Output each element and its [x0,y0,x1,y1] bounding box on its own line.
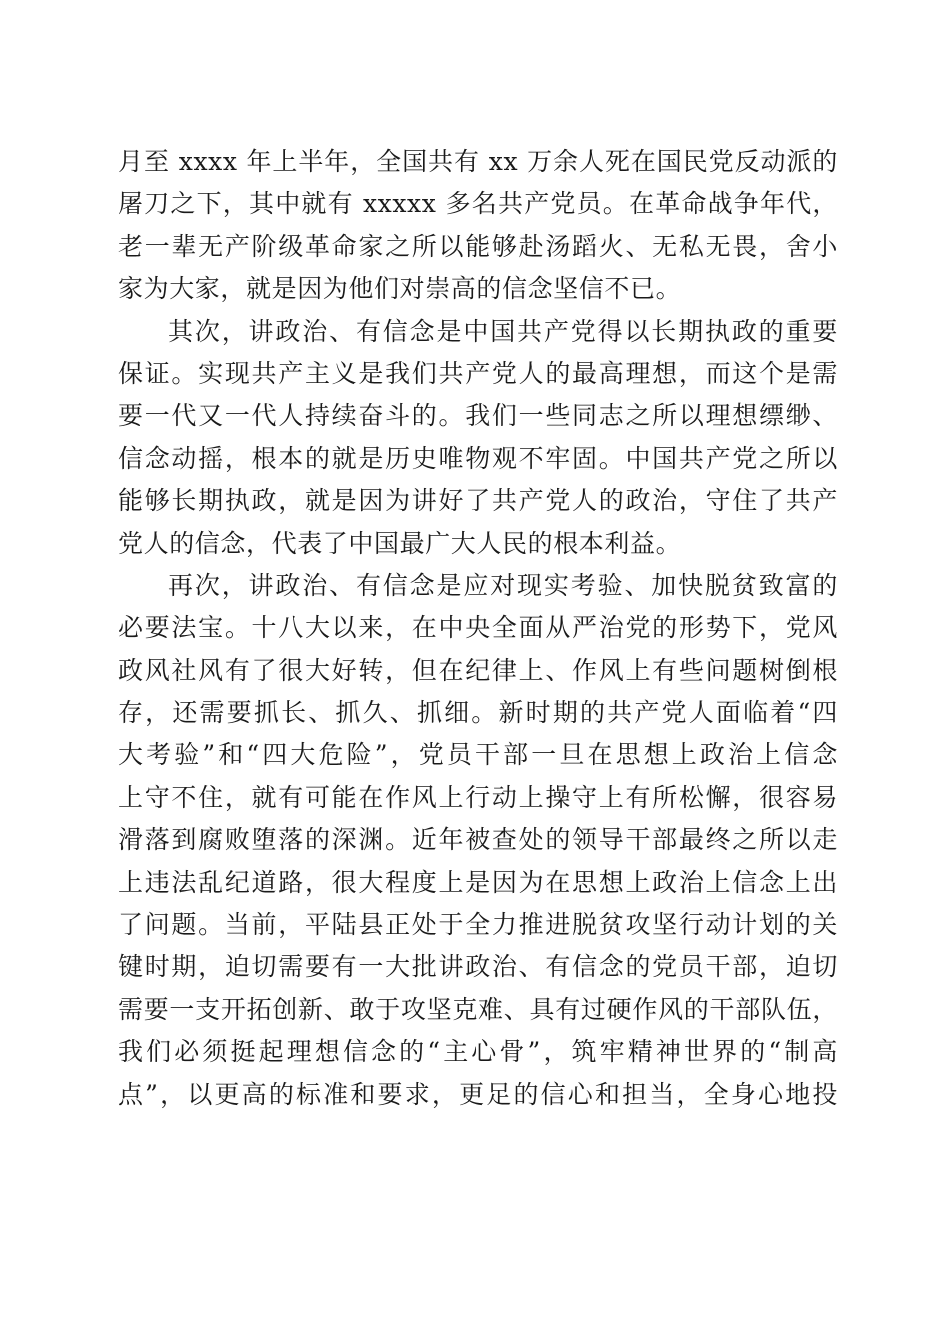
paragraph-2-line-1: 其次，讲政治、有信念是中国共产党得以长期执政的重要 [168,316,838,346]
paragraph-3-line-3: 政风社风有了很大好转，但在纪律上、作风上有些问题树倒根 [118,655,838,685]
paragraph-2-line-3: 要一代又一代人持续奋斗的。我们一些同志之所以理想缥缈、 [118,401,838,431]
paragraph-3-line-13: 点”，以更高的标准和要求，更足的信心和担当，全身心地投 [118,1079,838,1109]
paragraph-2-line-5: 能够长期执政，就是因为讲好了共产党人的政治，守住了共产 [118,486,838,516]
paragraph-3-line-6: 上守不住，就有可能在作风上行动上操守上有所松懈，很容易 [118,782,838,812]
paragraph-3-line-5: 大考验”和“四大危险”，党员干部一旦在思想上政治上信念 [118,740,838,770]
paragraph-3-line-12: 我们必须挺起理想信念的“主心骨”，筑牢精神世界的“制高 [118,1037,838,1067]
paragraph-3-line-4: 存，还需要抓长、抓久、抓细。新时期的共产党人面临着“四 [118,698,838,728]
paragraph-2-line-4: 信念动摇，根本的就是历史唯物观不牢固。中国共产党之所以 [118,443,838,473]
paragraph-3-line-1: 再次，讲政治、有信念是应对现实考验、加快脱贫致富的 [168,570,838,600]
paragraph-1-line-4: 家为大家，就是因为他们对崇高的信念坚信不已。 [118,274,682,304]
paragraph-3-line-11: 需要一支开拓创新、敢于攻坚克难、具有过硬作风的干部队伍， [118,994,838,1024]
paragraph-2-line-2: 保证。实现共产主义是我们共产党人的最高理想，而这个是需 [118,358,838,388]
paragraph-2-line-6: 党人的信念，代表了中国最广大人民的根本利益。 [118,528,682,558]
paragraph-3-line-9: 了问题。当前，平陆县正处于全力推进脱贫攻坚行动计划的关 [118,910,838,940]
paragraph-1-line-3: 老一辈无产阶级革命家之所以能够赴汤蹈火、无私无畏，舍小 [118,231,838,261]
paragraph-1-line-1: 月至 xxxx 年上半年，全国共有 xx 万余人死在国民党反动派的 [118,147,838,176]
paragraph-3-line-10: 键时期，迫切需要有一大批讲政治、有信念的党员干部，迫切 [118,952,838,982]
paragraph-1-line-2: 屠刀之下，其中就有 xxxxx 多名共产党员。在革命战争年代， [118,189,838,219]
paragraph-3-line-2: 必要法宝。十八大以来，在中央全面从严治党的形势下，党风 [118,613,838,643]
paragraph-3-line-8: 上违法乱纪道路，很大程度上是因为在思想上政治上信念上出 [118,867,838,897]
body-text [118,141,838,1116]
paragraph-3-line-7: 滑落到腐败堕落的深渊。近年被查处的领导干部最终之所以走 [118,825,838,855]
